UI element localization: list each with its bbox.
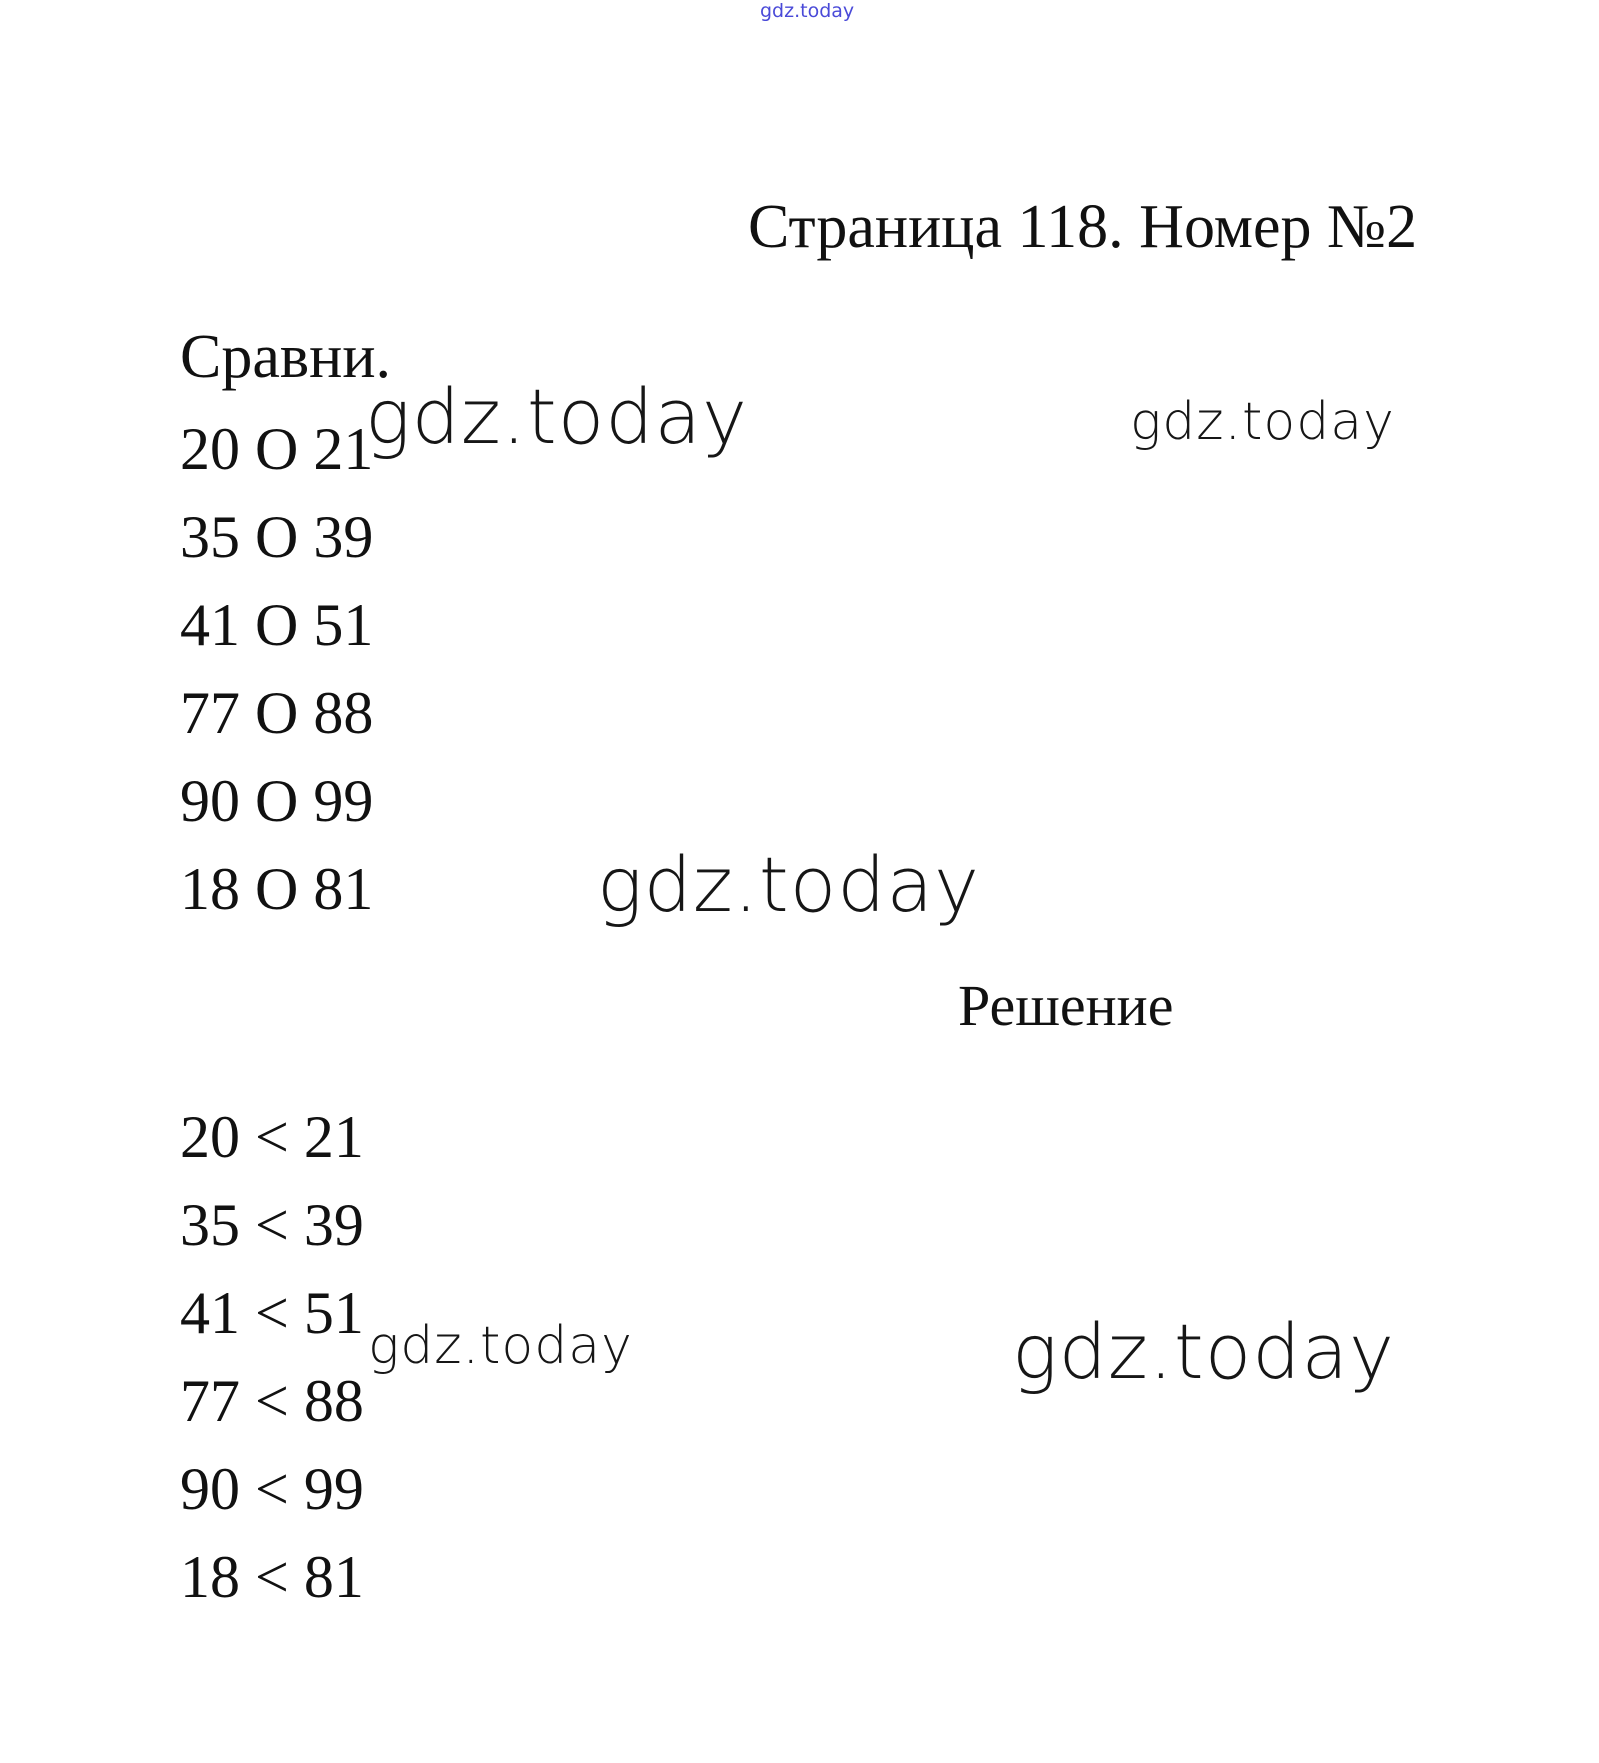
task-item: 20 O 21 [180,416,374,482]
answer-item: 20 < 21 [180,1104,364,1170]
watermark: gdz.today [1130,392,1395,452]
watermark: gdz.today [597,840,980,929]
task-item: 90 O 99 [180,768,374,834]
answer-item: 77 < 88 [180,1368,364,1434]
answer-item: 35 < 39 [180,1192,364,1258]
task-prompt: Сравни. [180,323,392,391]
solution-heading: Решение [958,973,1174,1038]
task-item: 41 O 51 [180,592,374,658]
answer-list [180,1093,364,1621]
task-list [180,405,373,933]
task-item: 18 O 81 [180,856,374,922]
watermark: gdz.today [1012,1307,1395,1396]
header-watermark: gdz.today [760,0,855,22]
answer-item: 18 < 81 [180,1544,364,1610]
answer-item: 41 < 51 [180,1280,364,1346]
task-item: 35 O 39 [180,504,374,570]
answer-item: 90 < 99 [180,1456,364,1522]
watermark: gdz.today [365,372,748,461]
watermark: gdz.today [368,1316,633,1376]
task-item: 77 O 88 [180,680,374,746]
page-title: Страница 118. Номер №2 [748,193,1418,261]
